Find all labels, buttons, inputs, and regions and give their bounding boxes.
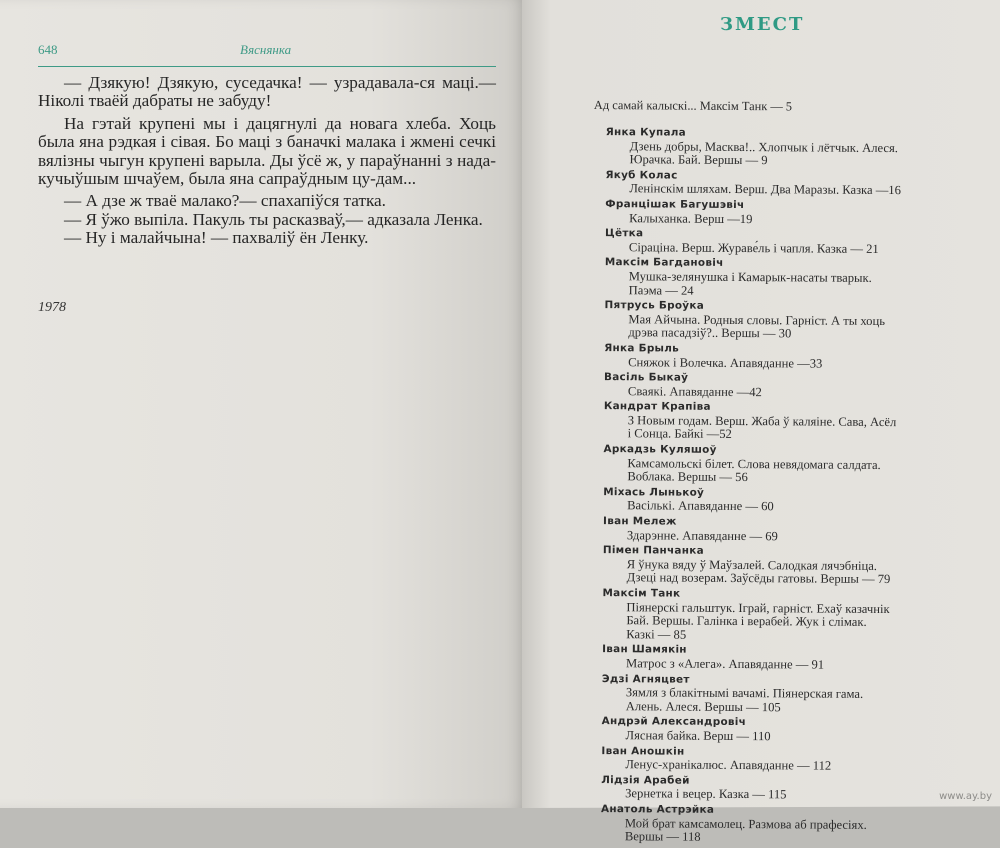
- toc-author: Іван Аношкін: [601, 744, 685, 758]
- toc-works-line: дрэва пасадзіў?.. Вершы — 30: [628, 325, 792, 341]
- toc-works-line: Калыханка. Верш —19: [629, 210, 753, 226]
- toc-works-line: Юрачка. Бай. Вершы — 9: [629, 152, 768, 168]
- toc-author: Эдзі Агняцвет: [601, 672, 690, 686]
- toc-author: Цётка: [605, 227, 644, 240]
- toc-author: Лідзія Арабей: [601, 773, 690, 787]
- toc-list: [589, 126, 970, 846]
- table-of-contents: [589, 98, 970, 848]
- toc-author: Іван Шамякін: [602, 643, 687, 657]
- toc-works-line: Сняжок і Волечка. Апавяданне —33: [628, 354, 823, 371]
- toc-entry: [592, 371, 968, 401]
- toc-works-line: Бай. Вершы. Галінка і верабей. Жук і слімак.: [626, 613, 867, 630]
- toc-author: Янка Брыль: [604, 341, 680, 355]
- paragraph: — Дзякую! Дзякую, суседачка! — узрадавала-ся маці.— Ніколі тваёй дабраты не забуду!: [38, 73, 496, 111]
- toc-entry: [589, 745, 965, 775]
- toc-entry: [589, 803, 965, 846]
- toc-works: [626, 657, 966, 673]
- contents-title: ЗМЕСТ: [720, 14, 805, 35]
- toc-author: Францішак Багушэвіч: [605, 198, 745, 212]
- toc-author: Міхась Лынькоў: [603, 485, 705, 499]
- toc-author: Васіль Быкаў: [604, 371, 689, 384]
- watermark: www.ay.by: [939, 791, 992, 802]
- toc-works: [625, 817, 965, 847]
- toc-works: [630, 140, 970, 170]
- toc-works: [628, 356, 968, 372]
- toc-author: Аркадзь Куляшоў: [603, 443, 717, 456]
- toc-author: Максім Танк: [602, 587, 681, 600]
- toc-works-line: Васількі. Апавяданне — 60: [627, 498, 774, 514]
- toc-works-line: Зямля з блакітнымі вачамі. Піянерская гама.: [625, 685, 864, 702]
- toc-works-line: Воблака. Вершы — 56: [627, 469, 748, 485]
- running-head: [38, 40, 496, 67]
- toc-works-line: Ленус-хранікалюс. Апавяданне — 112: [625, 757, 832, 773]
- toc-works-line: Сваякі. Апавяданне —42: [627, 383, 762, 399]
- toc-entry: [593, 169, 969, 199]
- toc-works: [628, 313, 968, 343]
- toc-entry: [593, 198, 969, 228]
- toc-works: [625, 758, 965, 774]
- toc-works: [627, 500, 967, 516]
- toc-works: [627, 529, 967, 545]
- toc-works: [625, 729, 965, 745]
- toc-works: [627, 558, 967, 588]
- toc-works: [626, 686, 966, 716]
- toc-entry: [591, 486, 967, 516]
- toc-entry: [594, 126, 970, 169]
- toc-author: Кандрат Крапіва: [603, 400, 711, 414]
- toc-entry: [592, 342, 968, 372]
- toc-works: [627, 457, 967, 487]
- toc-intro: Ад самай калыскі... Максім Танк — 5: [593, 98, 793, 114]
- toc-entry: [593, 227, 969, 257]
- paragraph: — Я ўжо выпіла. Пакуль ты расказваў,— адказала Ленка.: [64, 209, 483, 229]
- story-year: 1978: [38, 300, 66, 315]
- toc-entry: [591, 544, 967, 587]
- toc-entry: [590, 587, 966, 644]
- toc-works-line: Казкі — 85: [626, 627, 687, 642]
- toc-works-line: Лясная байка. Верш — 110: [625, 728, 771, 744]
- toc-entry: [591, 515, 967, 545]
- running-title: Вяснянка: [240, 42, 292, 57]
- toc-works-line: Піянерскі гальштук. Іграй, гарніст. Ехаў казачнік: [626, 599, 890, 616]
- toc-entry: [589, 774, 965, 804]
- toc-entry: [590, 643, 966, 673]
- toc-entry: [593, 256, 969, 299]
- toc-works: [626, 601, 966, 644]
- toc-works-line: Мая Айчына. Родныя словы. Гарніст. А ты хоць: [628, 311, 886, 328]
- toc-author: Якуб Колас: [605, 168, 678, 182]
- paragraph: — А дзе ж тваё малако?— спахапіўся татка.: [64, 191, 386, 211]
- toc-entry: [590, 715, 966, 745]
- toc-works: [629, 241, 969, 257]
- toc-works-line: Дзеці над возерам. Заўсёды гатовы. Вершы — 79: [626, 570, 891, 587]
- toc-works-line: Дзень добры, Масква!.. Хлопчык і лётчык. Алеся.: [629, 138, 899, 155]
- toc-works: [625, 788, 965, 804]
- story-text: [38, 74, 496, 252]
- toc-works-line: Здарэнне. Апавяданне — 69: [626, 527, 778, 543]
- toc-works-line: Вершы — 118: [624, 829, 701, 844]
- toc-author: Анатоль Астрэйка: [600, 802, 715, 816]
- toc-works: [629, 212, 969, 228]
- paragraph: — Ну і малайчына! — пахваліў ён Ленку.: [64, 228, 369, 248]
- toc-author: Пімен Панчанка: [602, 544, 704, 557]
- toc-entry: [592, 299, 968, 342]
- toc-author: Андрэй Александровіч: [601, 715, 747, 729]
- toc-works-line: і Сонца. Байкі —52: [627, 426, 732, 442]
- toc-works-line: Зернетка і вецер. Казка — 115: [625, 786, 787, 802]
- toc-works-line: Ленінскім шляхам. Верш. Два Маразы. Казка —16: [629, 181, 901, 198]
- paragraph: На гэтай крупені мы і дацягнулі да новага хлеба. Хоць была яна рэдкая і сівая. Бо маці з баначкі малака і жмені сечкі вялізны чыгун крупені варыла. Ды ўсё ж, у параўнанні з нада-кучыўшым шчаўем, была яна сапраўдным цу-дам...: [38, 113, 496, 189]
- toc-entry: [591, 443, 967, 486]
- toc-works: [628, 414, 968, 444]
- toc-works: [629, 270, 969, 300]
- toc-works-line: Алень. Алеся. Вершы — 105: [625, 698, 781, 715]
- toc-works-line: Я ўнука вяду ў Маўзалей. Салодкая лячэбніца.: [626, 557, 878, 573]
- toc-works: [628, 385, 968, 401]
- toc-works-line: Матрос з «Алега». Апавяданне — 91: [626, 656, 825, 672]
- toc-works-line: Сіраціна. Верш. Жураве́ль і чапля. Казка — 21: [628, 239, 879, 256]
- toc-works-line: Паэма — 24: [628, 282, 694, 298]
- toc-author: Іван Мележ: [603, 515, 677, 528]
- toc-author: Максім Багдановіч: [604, 256, 724, 270]
- toc-works-line: Мой брат камсамолец. Размова аб прафесіях.: [624, 815, 867, 832]
- page-number: 648: [38, 42, 58, 57]
- toc-entry: [590, 673, 966, 716]
- toc-works: [629, 183, 969, 199]
- toc-author: Янка Купала: [605, 126, 687, 139]
- toc-works-line: З Новым годам. Верш. Жаба ў каляіне. Сава, Асёл: [627, 413, 897, 429]
- toc-works-line: Камсамольскі білет. Слова невядомага салдата.: [627, 455, 881, 472]
- toc-entry: [592, 400, 968, 443]
- toc-author: Пятрусь Броўка: [604, 299, 705, 312]
- toc-works-line: Мушка-зелянушка і Камарык-насаты тварык.: [628, 269, 872, 285]
